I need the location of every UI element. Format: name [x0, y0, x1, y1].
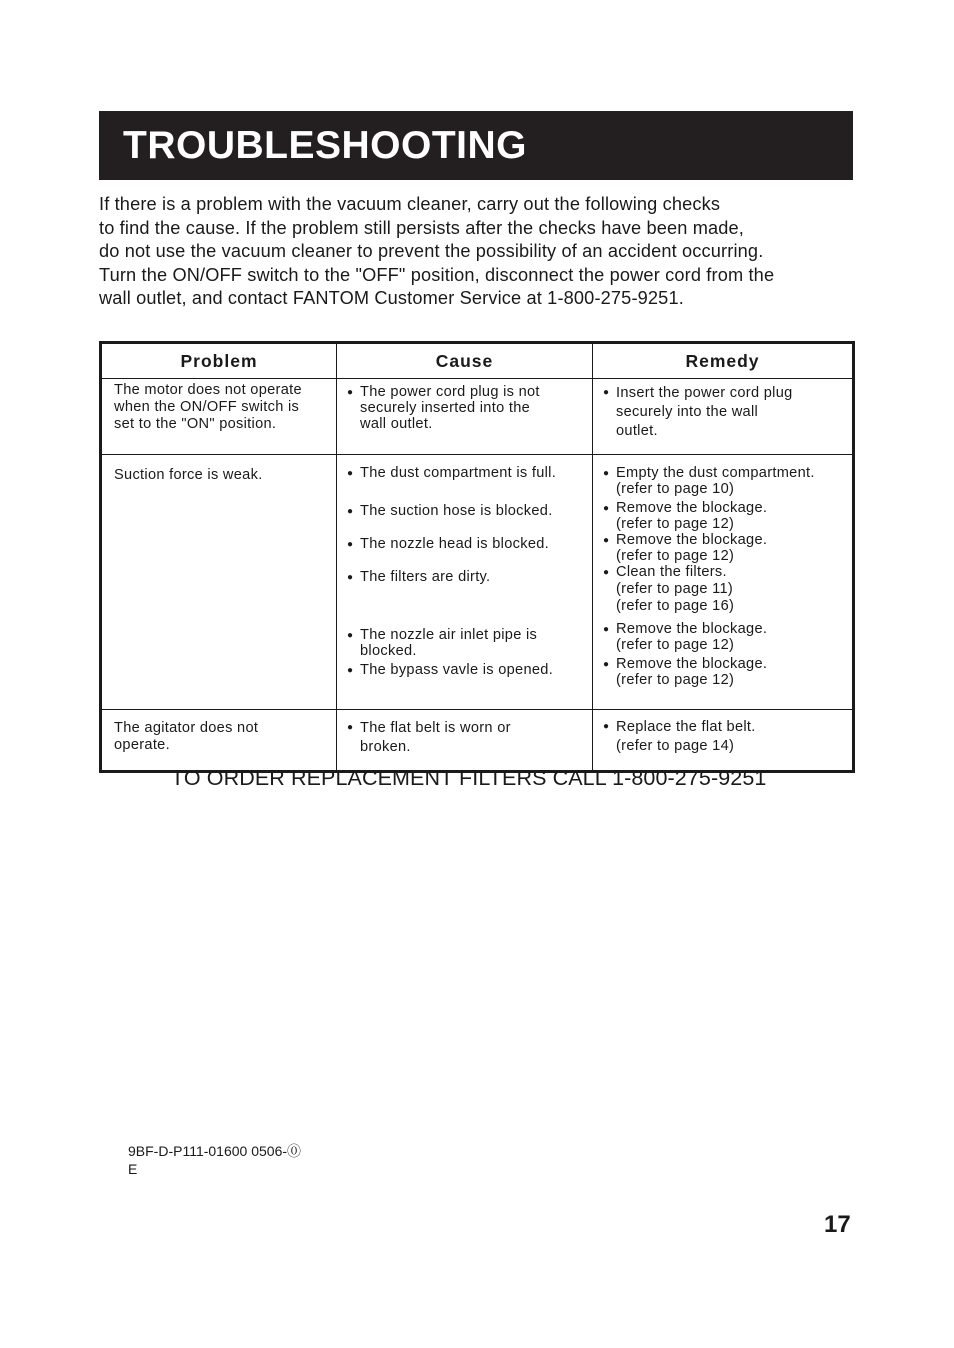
remedy-text: (refer to page 12) [616, 637, 735, 653]
bullet-icon: ● [603, 567, 610, 578]
cause-item [347, 627, 586, 659]
remedy-text: Remove the blockage. [616, 621, 768, 637]
remedy-text: Remove the blockage. [616, 532, 768, 548]
cause-text: The flat belt is worn or [360, 720, 511, 736]
remedy-text: (refer to page 12) [616, 548, 735, 564]
remedy-item [603, 718, 846, 756]
cause-text: The nozzle head is blocked. [360, 536, 550, 552]
header-cause: Cause [337, 343, 593, 379]
remedy-text: Insert the power cord plug [616, 385, 793, 401]
bullet-icon: ● [603, 659, 610, 670]
cause-text: wall outlet. [360, 416, 433, 432]
intro-line: do not use the vacuum cleaner to prevent the possibility of an accident occurring. [99, 241, 764, 261]
section-title-bar [99, 111, 853, 180]
order-filters-notice: TO ORDER REPLACEMENT FILTERS CALL 1-800-275-9251 [171, 766, 767, 790]
remedy-item [603, 532, 846, 564]
cause-text: blocked. [360, 643, 417, 659]
cause-item [347, 719, 586, 757]
cause-item [347, 536, 586, 553]
bullet-icon: ● [603, 535, 610, 546]
remedy-cell [593, 455, 854, 710]
remedy-item [603, 384, 846, 441]
intro-line: Turn the ON/OFF switch to the "OFF" position, disconnect the power cord from the [99, 264, 775, 285]
bullet-icon: ● [347, 722, 354, 733]
cause-cell [337, 379, 593, 455]
bullet-icon: ● [603, 624, 610, 635]
intro-line: to find the cause. If the problem still persists after the checks have been made, [99, 217, 745, 238]
bullet-icon: ● [603, 503, 610, 514]
bullet-icon: ● [347, 572, 354, 583]
cause-cell [337, 455, 593, 710]
remedy-cell [593, 710, 854, 772]
document-code [128, 1142, 301, 1178]
remedy-item [603, 564, 846, 615]
remedy-text: (refer to page 12) [616, 516, 735, 532]
cause-text: The nozzle air inlet pipe is [360, 627, 538, 643]
intro-line: wall outlet, and contact FANTOM Customer Service at 1-800-275-9251. [99, 288, 684, 308]
remedy-text: (refer to page 12) [616, 672, 735, 688]
problem-text: operate. [114, 737, 170, 753]
cause-text: The filters are dirty. [360, 569, 491, 585]
bullet-icon: ● [347, 468, 354, 479]
remedy-text: Empty the dust compartment. [616, 465, 815, 481]
cause-text: The dust compartment is full. [360, 465, 557, 481]
cause-cell [337, 710, 593, 772]
problem-text: set to the "ON" position. [114, 416, 277, 432]
remedy-cell [593, 379, 854, 455]
page-title: TROUBLESHOOTING [123, 124, 527, 167]
remedy-text: (refer to page 16) [616, 598, 735, 614]
cause-text: The suction hose is blocked. [360, 503, 553, 519]
remedy-text: Remove the blockage. [616, 500, 768, 516]
bullet-icon: ● [347, 387, 354, 398]
table-row [101, 379, 854, 455]
problem-text: The agitator does not [114, 720, 259, 736]
document-code-line: 9BF-D-P111-01600 0506-⓪ [128, 1143, 302, 1159]
remedy-text: Replace the flat belt. [616, 719, 756, 735]
bullet-icon: ● [603, 387, 610, 398]
remedy-text: (refer to page 10) [616, 481, 735, 497]
problem-text: when the ON/OFF switch is [114, 399, 300, 415]
problem-cell [101, 710, 337, 772]
remedy-text: securely into the wall [616, 404, 759, 420]
remedy-item [603, 656, 846, 688]
cause-item [347, 503, 586, 520]
cause-text: The bypass vavle is opened. [360, 662, 554, 678]
document-code-line: E [128, 1161, 138, 1177]
cause-text: The power cord plug is not [360, 384, 540, 400]
remedy-text: Clean the filters. [616, 564, 727, 580]
bullet-icon: ● [347, 506, 354, 517]
remedy-item [603, 500, 846, 532]
header-problem: Problem [101, 343, 337, 379]
table-row [101, 455, 854, 710]
intro-line: If there is a problem with the vacuum cleaner, carry out the following checks [99, 194, 721, 214]
cause-text: broken. [360, 739, 411, 755]
intro-paragraph [99, 193, 859, 311]
table-row [101, 710, 854, 772]
remedy-text: (refer to page 11) [616, 581, 734, 597]
cause-text: securely inserted into the [360, 400, 531, 416]
troubleshooting-table [99, 341, 855, 773]
bullet-icon: ● [347, 665, 354, 676]
bullet-icon: ● [603, 468, 610, 479]
header-remedy: Remedy [593, 343, 854, 379]
problem-cell [101, 379, 337, 455]
problem-text: Suction force is weak. [114, 467, 263, 483]
problem-cell [101, 455, 337, 710]
bullet-icon: ● [347, 630, 354, 641]
cause-item [347, 384, 586, 432]
cause-item [347, 662, 586, 679]
remedy-text: Remove the blockage. [616, 656, 768, 672]
bullet-icon: ● [347, 539, 354, 550]
cause-item [347, 465, 586, 482]
problem-text: The motor does not operate [114, 382, 302, 398]
remedy-text: (refer to page 14) [616, 738, 735, 754]
table-header-row [101, 343, 854, 379]
bullet-icon: ● [603, 721, 610, 732]
page-number: 17 [824, 1211, 851, 1238]
remedy-item [603, 465, 846, 497]
cause-item [347, 569, 586, 586]
remedy-item [603, 621, 846, 653]
remedy-text: outlet. [616, 423, 658, 439]
